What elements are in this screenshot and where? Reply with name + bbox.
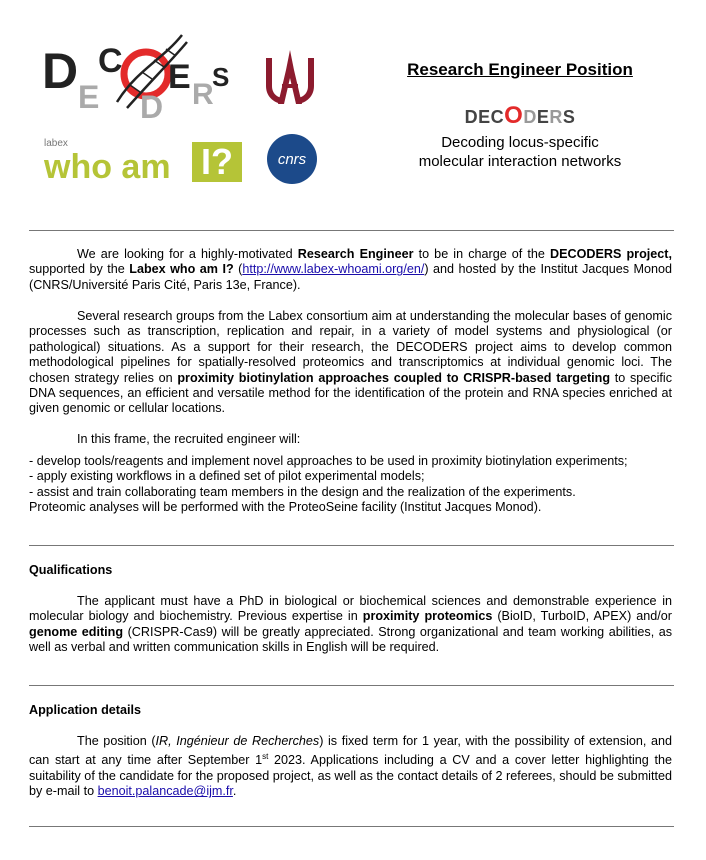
wordmark-s: S [562, 107, 576, 127]
application-paragraph: The position (IR, Ingénieur de Recherches) is fixed term for 1 year, with the possibility of extension, and can start at any time after September 1st 2023. Applications including a CV and a cover letter highlighting the suitability of the candidate for the proposed project, as well as the contact details of 2 referees, should be submitted by e-mail to benoit.palancade@ijm.fr. [29, 734, 673, 799]
labex-text: who am [44, 148, 171, 186]
svg-text:S: S [212, 62, 230, 92]
subtitle-line-1: Decoding locus-specific [441, 134, 599, 151]
wordmark-ec: EC [478, 107, 505, 127]
email-link[interactable]: benoit.palancade@ijm.fr [97, 784, 233, 799]
svg-text:E: E [168, 58, 191, 96]
cnrs-text: cnrs [277, 151, 307, 168]
labex-link[interactable]: http://www.labex-whoami.org/en/ [242, 262, 425, 277]
qualifications-paragraph: The applicant must have a PhD in biological or biochemical sciences and demonstrable experience in molecular biology and biochemistry. Previous expertise in proximity proteomics (BioID, TurboID, APEX) and/or genome editing (CRISPR-Cas9) will be greatly appreciated. Strong organizational and team working abilities, as well as verbal and written communication skills in English will be required. [29, 594, 672, 655]
svg-text:C: C [98, 42, 123, 80]
decoders-wordmark [360, 102, 680, 130]
list-item: - develop tools/reagents and implement novel approaches to be used in proximity biotinylation experiments; [29, 454, 628, 468]
wordmark-e: E [536, 107, 550, 127]
task-list [29, 454, 672, 516]
svg-text:E: E [78, 79, 100, 115]
wordmark-d2: D [523, 107, 537, 127]
subtitle-line-2: molecular interaction networks [418, 153, 622, 170]
proteomics-note: Proteomic analyses will be performed with the ProteoSeine facility (Institut Jacques Monod). [29, 500, 542, 515]
intro-paragraph-2: Several research groups from the Labex consortium aim at understanding the molecular bases of genomic processes such as transcription, replication and repair, in a variety of model systems and physiological (or pathological) situations. As a support for their research, the DECODERS project aims to develop common methodological pipelines for spatially-resolved proteomics and transcriptomics at individual genomic loci. The chosen strategy relies on proximity biotinylation approaches coupled to CRISPR-based targeting to specific DNA sequences, an efficient and versatile method for the identification of the protein and RNA species enriched at given genomic or cellular locations. [29, 309, 672, 416]
wordmark-o: O [504, 102, 524, 129]
university-logo [262, 48, 318, 106]
intro-paragraph-3: In this frame, the recruited engineer will: [77, 432, 301, 446]
divider [29, 685, 674, 686]
wordmark-r: R [549, 107, 563, 127]
wordmark-d: D [464, 107, 479, 127]
intro-paragraph-1: We are looking for a highly-motivated Research Engineer to be in charge of the DECODERS project, supported by the Labex who am I? (http://www.labex-whoami.org/en/) and hosted by the Institut Jacques Monod (CNRS/Université Paris Cité, Paris 13e, France). [29, 247, 672, 292]
divider [29, 230, 674, 231]
svg-text:D: D [42, 43, 79, 99]
svg-text:R: R [192, 78, 214, 111]
decoders-logo [42, 30, 242, 125]
list-item: - apply existing workflows in a defined set of pilot experimental models; [29, 469, 425, 484]
labex-box: I? [192, 142, 242, 182]
svg-text:D: D [140, 89, 164, 125]
application-heading: Application details [29, 703, 141, 717]
page-title: Research Engineer Position [407, 60, 633, 79]
list-item: - assist and train collaborating team members in the design and the realization of the experiments. [29, 484, 576, 499]
divider [29, 545, 674, 546]
qualifications-heading: Qualifications [29, 563, 113, 577]
subtitle [360, 133, 680, 171]
labex-logo [44, 138, 244, 184]
labex-small-text: labex [44, 138, 68, 149]
divider [29, 826, 674, 827]
cnrs-logo [266, 133, 318, 185]
